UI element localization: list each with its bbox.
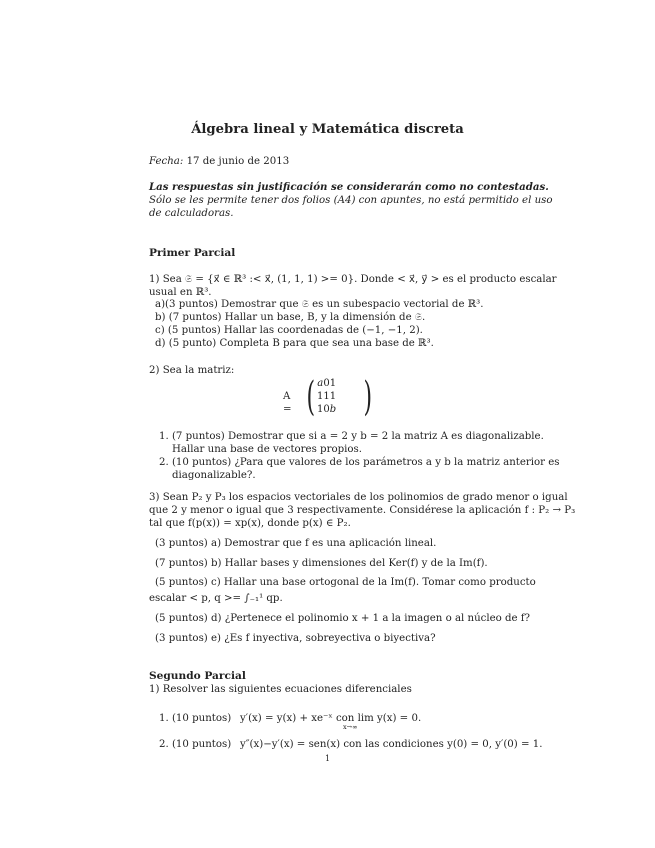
matrix-row <box>317 377 336 390</box>
problem-3a: (3 puntos) a) Demostrar que f es una aplicación lineal. <box>155 538 437 549</box>
matrix-cell: a <box>317 378 324 389</box>
problem-3d: (5 puntos) d) ¿Pertenece el polinomio x + 1 a la imagen o al núcleo de f? <box>155 613 531 624</box>
problem-3-line2: que 2 y menor o igual que 3 respectivamente. Considérese la aplicación f : P₂ → P₃ <box>149 505 576 516</box>
date-line <box>149 155 289 168</box>
section-heading-segundo-parcial: Segundo Parcial <box>149 670 246 682</box>
problem-3b: (7 puntos) b) Hallar bases y dimensiones del Ker(f) y de la Im(f). <box>155 558 488 569</box>
problem-1a: a)(3 puntos) Demostrar que 𝔖 es un subespacio vectorial de ℝ³. <box>155 299 484 310</box>
matrix-cell: 1 <box>329 391 337 402</box>
problem-3e: (3 puntos) e) ¿Es f inyectiva, sobreyectiva o biyectiva? <box>155 633 436 644</box>
page-number: 1 <box>324 754 331 763</box>
matrix-cell: 1 <box>323 391 330 402</box>
equation-2: y″(x)−y′(x) = sen(x) con las condiciones y(0) = 0, y′(0) = 1. <box>240 739 543 750</box>
equation-1-limit-subscript: x→∞ <box>343 723 358 731</box>
equation-2-label: 2. (10 puntos) <box>159 739 232 750</box>
matrix-label: A = <box>283 391 292 415</box>
justification-warning: Las respuestas sin justificación se considerarán como no contestadas. <box>149 181 549 193</box>
problem-1b: b) (7 puntos) Hallar un base, B, y la dimensión de 𝔖. <box>155 312 426 323</box>
matrix-cell: 1 <box>329 378 337 389</box>
matrix-cell: 1 <box>317 391 324 402</box>
differential-equations-intro: 1) Resolver las siguientes ecuaciones diferenciales <box>149 684 412 695</box>
notes-line-2: de calculadoras. <box>149 208 234 219</box>
problem-3-line1: 3) Sean P₂ y P₃ los espacios vectoriales de los polinomios de grado menor o igual <box>149 492 568 503</box>
section-heading-primer-parcial: Primer Parcial <box>149 247 236 259</box>
problem-3c-line1: (5 puntos) c) Hallar una base ortogonal de la Im(f). Tomar como producto <box>155 577 536 588</box>
equation-1: y′(x) = y(x) + xe⁻ˣ con lim y(x) = 0. <box>240 713 422 724</box>
problem-3c-line2: escalar < p, q >= ∫₋₁¹ qp. <box>149 593 283 604</box>
problem-2-item-2-line2: diagonalizable?. <box>172 470 256 481</box>
problem-1d: d) (5 punto) Completa B para que sea una base de ℝ³. <box>155 338 434 349</box>
matrix-cell: b <box>329 404 337 415</box>
problem-3-line3: tal que f(p(x)) = xp(x), donde p(x) ∈ P₂. <box>149 518 351 529</box>
matrix-cell: 1 <box>317 404 324 415</box>
matrix-cell: 0 <box>323 378 330 389</box>
problem-1-statement-line1: 1) Sea 𝔖 = {x⃗ ∈ ℝ³ :< x⃗, (1, 1, 1) >= 0}. Donde < x⃗, y⃗ > es el producto escalar <box>149 274 557 285</box>
problem-2-intro: 2) Sea la matriz: <box>149 365 235 376</box>
date-label: Fecha: <box>149 156 184 167</box>
problem-2-item-1-line2: Hallar una base de vectores propios. <box>172 444 362 455</box>
date-value: 17 de junio de 2013 <box>186 156 290 167</box>
equation-1-label: 1. (10 puntos) <box>159 713 232 724</box>
matrix-row <box>317 390 336 403</box>
notes-line-1: Sólo se les permite tener dos folios (A4) con apuntes, no está permitido el uso <box>149 195 553 206</box>
right-paren: ) <box>363 374 373 420</box>
matrix-entries <box>317 377 336 416</box>
problem-2-item-2-line1: 2. (10 puntos) ¿Para que valores de los parámetros a y b la matriz anterior es <box>159 457 560 468</box>
matrix-cell: 0 <box>323 404 330 415</box>
problem-1c: c) (5 puntos) Hallar las coordenadas de (−1, −1, 2). <box>155 325 423 336</box>
exam-title: Álgebra lineal y Matemática discreta <box>191 122 464 137</box>
problem-2-item-1-line1: 1. (7 puntos) Demostrar que si a = 2 y b = 2 la matriz A es diagonalizable. <box>159 431 544 442</box>
matrix-row <box>317 403 336 416</box>
left-paren: ( <box>306 374 316 420</box>
problem-1-statement-line2: usual en ℝ³. <box>149 287 212 298</box>
